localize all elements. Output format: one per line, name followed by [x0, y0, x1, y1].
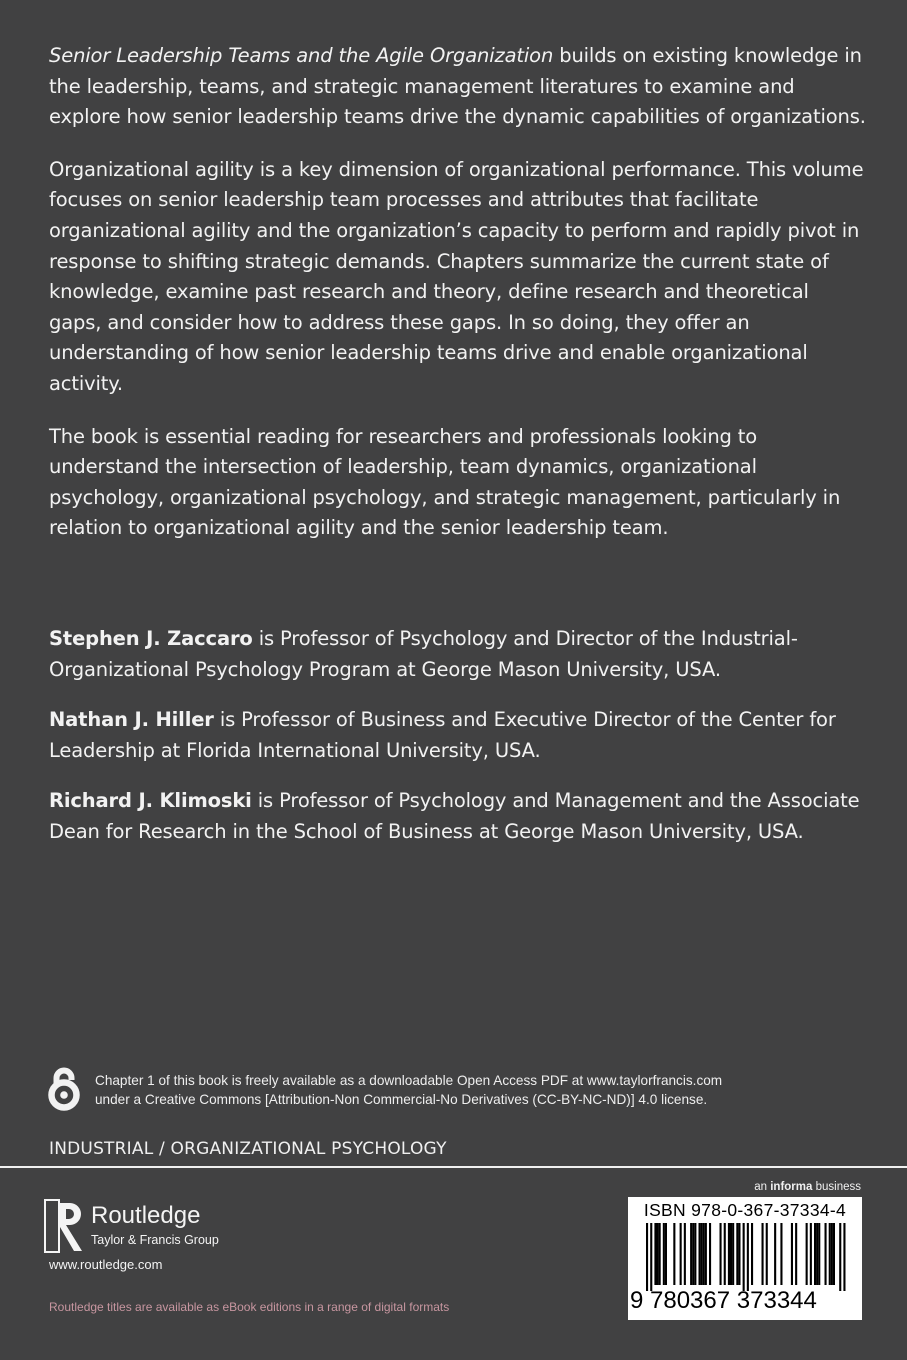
- barcode-bar: [762, 1223, 764, 1285]
- author-bios: [49, 624, 867, 868]
- open-access-notice: [95, 1071, 855, 1109]
- author-bio-text: is Professor of Business and Executive Director of the Center for Leadership at Florida International University, USA.: [49, 708, 836, 762]
- barcode-bar: [730, 1223, 732, 1285]
- author-bio: [49, 705, 867, 766]
- open-access-icon: [47, 1066, 81, 1112]
- barcode-bar: [654, 1223, 656, 1285]
- subject-category: INDUSTRIAL / ORGANIZATIONAL PSYCHOLOGY: [49, 1139, 447, 1159]
- barcode-guard-bar: [747, 1223, 749, 1291]
- book-title: Senior Leadership Teams and the Agile Organization: [49, 44, 554, 67]
- barcode-bar: [724, 1223, 726, 1285]
- barcode-bar: [780, 1223, 782, 1285]
- barcode-bar: [738, 1223, 740, 1285]
- barcode-bar: [692, 1223, 694, 1285]
- author-bio: [49, 624, 867, 685]
- isbn-barcode: [628, 1197, 862, 1320]
- informa-tagline: [754, 1181, 861, 1193]
- ean-digits: 9 780367 373344: [630, 1287, 817, 1314]
- publisher-url[interactable]: www.routledge.com: [49, 1257, 163, 1272]
- barcode-bar: [795, 1223, 797, 1285]
- barcode-guard-bar: [650, 1223, 652, 1291]
- barcode-bar: [720, 1223, 722, 1285]
- barcode-bar: [657, 1223, 659, 1285]
- barcode-bar: [818, 1223, 820, 1285]
- ebook-note: Routledge titles are available as eBook editions in a range of digital formats: [49, 1300, 450, 1314]
- barcode-bar: [751, 1223, 753, 1285]
- barcode-bar: [684, 1223, 686, 1285]
- barcode-bar: [703, 1223, 705, 1285]
- barcode-bar: [833, 1223, 835, 1285]
- open-access-line-1: Chapter 1 of this book is freely available as a downloadable Open Access PDF at www.taylorfrancis.com: [95, 1073, 723, 1088]
- barcode-bar: [699, 1223, 701, 1285]
- barcode-bar: [663, 1223, 665, 1285]
- barcode-bar: [694, 1223, 696, 1285]
- barcode-bar: [673, 1223, 675, 1285]
- divider: [0, 1166, 907, 1168]
- barcode-bar: [705, 1223, 707, 1285]
- barcode-bar: [766, 1223, 768, 1285]
- barcode-bar: [831, 1223, 833, 1285]
- barcode-bar: [814, 1223, 816, 1285]
- author-bio-text: is Professor of Psychology and Management and the Associate Dean for Research in the School of Business at George Mason University, USA.: [49, 789, 860, 843]
- barcode-bar: [690, 1223, 692, 1285]
- barcode-bar: [659, 1223, 661, 1285]
- barcode-guard-bar: [646, 1223, 648, 1291]
- author-name: Nathan J. Hiller: [49, 708, 214, 732]
- barcode-bar: [709, 1223, 711, 1285]
- barcode-bar: [825, 1223, 827, 1285]
- blurb-paragraph-3: The book is essential reading for researchers and professionals looking to understand the intersection of leadership, team dynamics, organizational psychology, organizational psychology, and strategic management, particularly in relation to organizational agility and the senior leadership team.: [49, 424, 841, 540]
- publisher-group: Taylor & Francis Group: [91, 1233, 219, 1247]
- barcode-bar: [806, 1223, 808, 1285]
- blurb-paragraph-2: Organizational agility is a key dimension of organizational performance. This volume focuses on senior leadership team processes and attributes that facilitate organizational agility and the organization’s capacity to perform and rapidly pivot in response to shifting strategic demands. Chapters summarize the current state of knowledge, examine past research and theory, define research and theoretical gaps, and consider how to address these gaps. In so doing, they offer an understanding of how senior leadership teams drive and enable organizational activity.: [49, 157, 864, 395]
- routledge-logo-icon: [44, 1199, 86, 1255]
- barcode-guard-bar: [839, 1223, 841, 1291]
- barcode-guard-bar: [843, 1223, 845, 1291]
- barcode-bar: [816, 1223, 818, 1285]
- barcode-bar: [829, 1223, 831, 1285]
- author-bio-text: is Professor of Psychology and Director of the Industrial-Organizational Psychology Program at George Mason University, USA.: [49, 627, 798, 681]
- barcode-bar: [665, 1223, 667, 1285]
- informa-brand: informa: [770, 1181, 813, 1193]
- barcode-bar: [774, 1223, 776, 1285]
- author-name: Stephen J. Zaccaro: [49, 627, 253, 650]
- barcode-bar: [728, 1223, 730, 1285]
- barcode-guard-bar: [743, 1223, 745, 1291]
- informa-prefix: an: [754, 1181, 771, 1193]
- publisher-name: Routledge: [91, 1202, 201, 1229]
- back-cover-blurb: [49, 41, 867, 566]
- barcode-bar: [791, 1223, 793, 1285]
- blurb-paragraph-1-text: builds on existing knowledge in the leadership, teams, and strategic management literatures to examine and explore how senior leadership teams drive the dynamic capabilities of organizations.: [49, 44, 866, 129]
- open-access-line-2: under a Creative Commons [Attribution-Non Commercial-No Derivatives (CC-BY-NC-ND)] 4.0 license.: [95, 1092, 708, 1107]
- barcode-bar: [810, 1223, 812, 1285]
- barcode-bars: [628, 1221, 862, 1291]
- barcode-bar: [701, 1223, 703, 1285]
- barcode-bar: [732, 1223, 734, 1285]
- blurb-paragraph-1: [49, 41, 867, 133]
- author-bio: [49, 786, 867, 847]
- isbn-label: ISBN 978-0-367-37334-4: [643, 1200, 847, 1220]
- informa-suffix: business: [812, 1181, 861, 1193]
- author-name: Richard J. Klimoski: [49, 789, 252, 813]
- barcode-bar: [736, 1223, 738, 1285]
- barcode-bar: [680, 1223, 682, 1285]
